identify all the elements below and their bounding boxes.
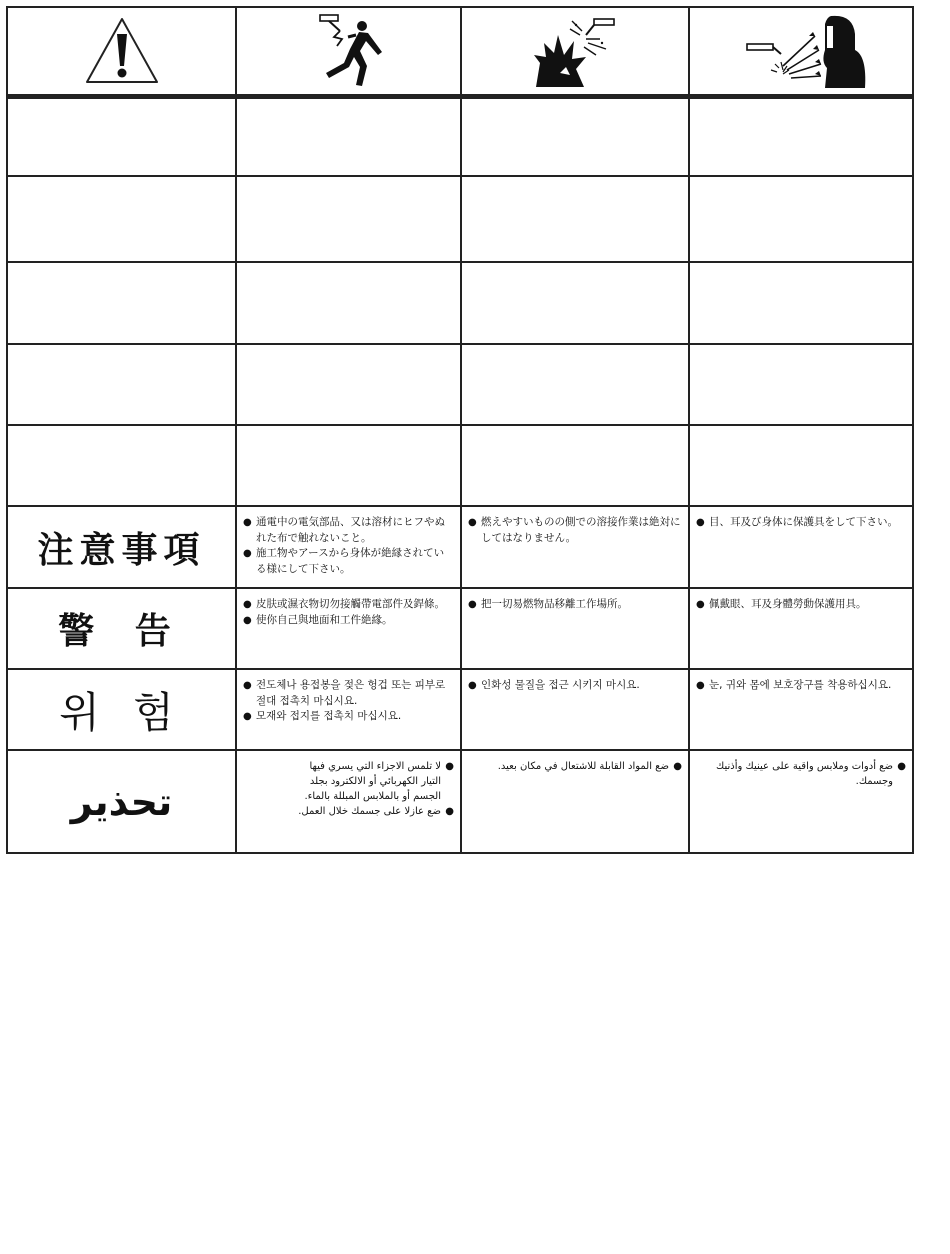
note-arc-rays-japanese: [690, 507, 912, 587]
arc-rays-welding-helmet-icon: [689, 8, 912, 94]
note-fire-japanese: [462, 507, 688, 587]
note-fire-arabic: [462, 751, 688, 852]
note-electric-shock-japanese: [237, 507, 460, 587]
list-item: ● 전도체나 용접봉을 젖은 헝겁 또는 피부로 절대 접촉치 마십시요.: [243, 678, 454, 709]
safety-warning-table: [6, 6, 914, 854]
list-item: ● 通電中の電気部品、又は溶材にヒフやぬれた布で触れないこと。: [243, 515, 454, 546]
note-fire-korean: [462, 670, 688, 749]
list-item: ● ضع أدوات وملابس واقية على عينيك وأذنيك وجسمك.: [696, 759, 906, 789]
list-item: ● لا تلمس الاجزاء التي يسري فيها التيار الكهربائي أو الالكترود بجلد الجسم أو بالملابس المبللة بالماء.: [287, 759, 454, 804]
note-arc-rays-arabic: [690, 751, 912, 852]
note-electric-shock-chinese: [237, 589, 460, 668]
list-item: ● 使你自己與地面和工件絶緣。: [243, 613, 454, 629]
list-item: ● ضع عازلا على جسمك خلال العمل.: [287, 804, 454, 819]
fire-explosion-icon: [461, 8, 689, 94]
lang-label-japanese: 注意事項: [37, 529, 206, 571]
list-item: ● 눈, 귀와 몸에 보호장구를 착용하십시요.: [696, 678, 906, 694]
note-electric-shock-korean: [237, 670, 460, 749]
electric-shock-icon: [236, 8, 461, 94]
note-fire-chinese: [462, 589, 688, 668]
list-item: ● 모재와 접지를 접촉치 마십시요.: [243, 709, 454, 725]
list-item: ● 皮肤或濕衣物切勿接觸帶電部件及銲條。: [243, 597, 454, 613]
note-arc-rays-korean: [690, 670, 912, 749]
lang-label-korean: 위 험: [59, 687, 184, 737]
list-item: ● 佩戴眼、耳及身體勞動保護用具。: [696, 597, 906, 613]
list-item: ● 燃えやすいものの側での溶接作業は絶対にしてはなりません。: [468, 515, 682, 546]
lang-label-arabic: تحذير: [70, 779, 173, 824]
note-arc-rays-chinese: [690, 589, 912, 668]
list-item: ● 目、耳及び身体に保護具をして下さい。: [696, 515, 906, 531]
list-item: ● 인화성 물질을 접근 시키지 마시요.: [468, 678, 682, 694]
note-electric-shock-arabic: [237, 751, 460, 852]
list-item: ● ضع المواد القابلة للاشتعال في مكان بعيد.: [468, 759, 682, 774]
list-item: ● 把一切易燃物品移離工作場所。: [468, 597, 682, 613]
list-item: ● 施工物やアースから身体が絶縁されている様にして下さい。: [243, 546, 454, 577]
warning-triangle-icon: [8, 8, 236, 94]
lang-label-chinese: 警 告: [58, 611, 185, 652]
